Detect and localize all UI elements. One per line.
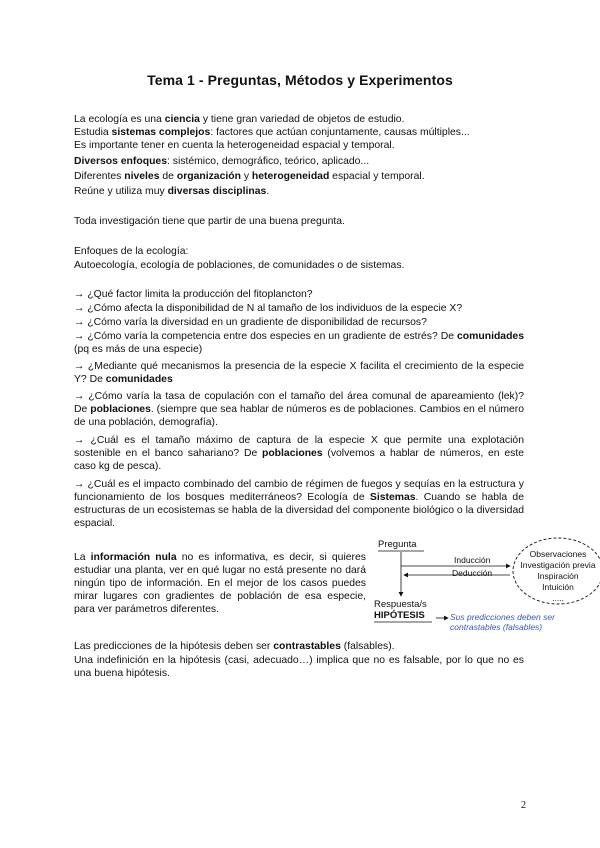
bold-term: poblaciones [90,404,151,415]
bold-term: ciencia [164,114,200,125]
question-4 [74,330,524,356]
page-title: Tema 1 - Preguntas, Métodos y Experimentos [147,72,453,88]
circle-item-3: Inspiración [537,571,579,581]
bold-term: comunidades [105,374,173,385]
text-segment: → ¿Mediante qué mecanismos la presencia de la especie X facilita el crecimiento de la especie Y? De [74,361,524,385]
bold-term: diversas disciplinas [167,186,267,197]
text-segment: Es importante tener en cuenta la heterogeneidad espacial y temporal. [74,140,395,151]
text-segment: Estudia [74,127,112,138]
text-segment: (pq es más de una especie) [74,344,203,355]
bold-term: poblaciones [261,448,323,459]
text-segment: → ¿Cómo varía la tasa de copulación con el tamaño del área comunal de apareamiento (lek)? De [74,391,524,415]
indefinition-paragraph: Una indefinición en la hipótesis (casi, adecuado…) implica que no es falsable, por lo que no es una buena hipótesis. [74,655,524,679]
page-number: 2 [521,800,526,811]
diagram-note-2: contrastables (falsables) [450,622,543,632]
intro-line-5 [74,170,425,183]
circle-item-1: Observaciones [529,549,587,559]
text-segment: → ¿Cómo afecta la disponibilidad de N al tamaño de los individuos de la especie X? [74,303,463,314]
text-segment: . [266,186,270,197]
text-segment: La ecología es una [74,114,165,125]
diagram-respuesta: Respuesta/s [374,599,427,610]
question-7 [74,434,524,473]
bold-term: información nula [90,552,177,563]
circle-item-4: Intuición [542,582,574,592]
hypothesis-diagram [370,536,600,640]
bold-term: Sistemas [369,492,416,503]
question-8 [74,478,524,530]
diagram-deduccion: Deducción [452,568,493,578]
text-segment: → ¿Cómo varía la diversidad en un gradiente de disponibilidad de recursos? [74,317,427,328]
text-segment: : sistémico, demográfico, teórico, aplicado... [166,156,370,167]
text-segment: y [240,171,252,182]
bold-term: Diversos enfoques [74,156,167,167]
text-segment: → ¿Cómo varía la competencia entre dos especies en un gradiente de estrés? De [74,331,458,342]
text-segment: (volvemos a hablar de números, en este caso kg de pesca). [74,448,524,472]
circle-item-5: ..... [552,593,564,603]
text-segment: y tiene gran variedad de objetos de estudio. [199,114,405,125]
predictions-line [74,640,395,653]
null-info-paragraph [74,551,366,616]
text-segment: (falsables). [340,641,395,652]
intro-line-1 [74,113,404,126]
text-segment: La [74,552,91,563]
question-3 [74,316,427,329]
text-segment: espacial y temporal. [329,171,425,182]
bold-term: sistemas complejos [111,127,211,138]
intro-line-6 [74,185,269,198]
question-1 [74,288,313,301]
text-segment: → ¿Cuál es el tamaño máximo de captura de la especie X que permite una explotación sostenible en el banco sahariano? De [74,435,524,459]
text-segment: no es informativa, es decir, si quieres estudiar una planta, ver en qué lugar no está presente no dará ningún tipo de información. En el mejor de los casos puedes mirar lugares con gradientes de población de esa especie, para ver parámetros diferentes. [74,552,366,615]
text-segment: Reúne y utiliza muy [74,186,168,197]
text-segment: de [159,171,177,182]
approaches-heading: Enfoques de la ecología: [74,246,189,257]
text-segment: → ¿Qué factor limita la producción del fitoplancton? [74,289,313,300]
approaches-text: Autoecología, ecología de poblaciones, de comunidades o de sistemas. [74,260,405,271]
intro-line-3 [74,139,395,152]
bold-term: comunidades [457,331,524,342]
bold-term: niveles [124,171,160,182]
question-6 [74,390,524,429]
text-segment: → ¿Cuál es el impacto combinado del cambio de régimen de fuegos y sequías en la estructura y funcionamiento de los bosques mediterráneos? Ecología de [74,479,524,503]
diagram-hipotesis: HIPÓTESIS [374,610,425,621]
intro-line-2 [74,126,470,139]
diagram-pregunta: Pregunta [378,539,417,550]
text-segment: : factores que actúan conjuntamente, causas múltiples... [210,127,470,138]
circle-item-2: Investigación previa [520,560,596,570]
bold-term: heterogeneidad [251,171,330,182]
diagram-induccion: Inducción [454,555,491,565]
text-segment: Las predicciones de la hipótesis deben ser [74,641,274,652]
question-2 [74,302,462,315]
bold-term: contrastables [273,641,341,652]
text-segment: . Cuando se habla de estructuras de un ecosistemas se habla de la diversidad del componente biológico o la diversidad espacial. [74,492,524,529]
text-segment: . (siempre que sea hablar de números es de poblaciones. Cambios en el número de una población, demografía). [74,404,524,428]
diagram-note-1: Sus predicciones deben ser [450,612,555,622]
bold-term: organización [176,171,241,182]
intro-line-4 [74,155,369,168]
statement: Toda investigación tiene que partir de una buena pregunta. [74,216,345,227]
text-segment: Diferentes [74,171,125,182]
question-5 [74,360,524,386]
